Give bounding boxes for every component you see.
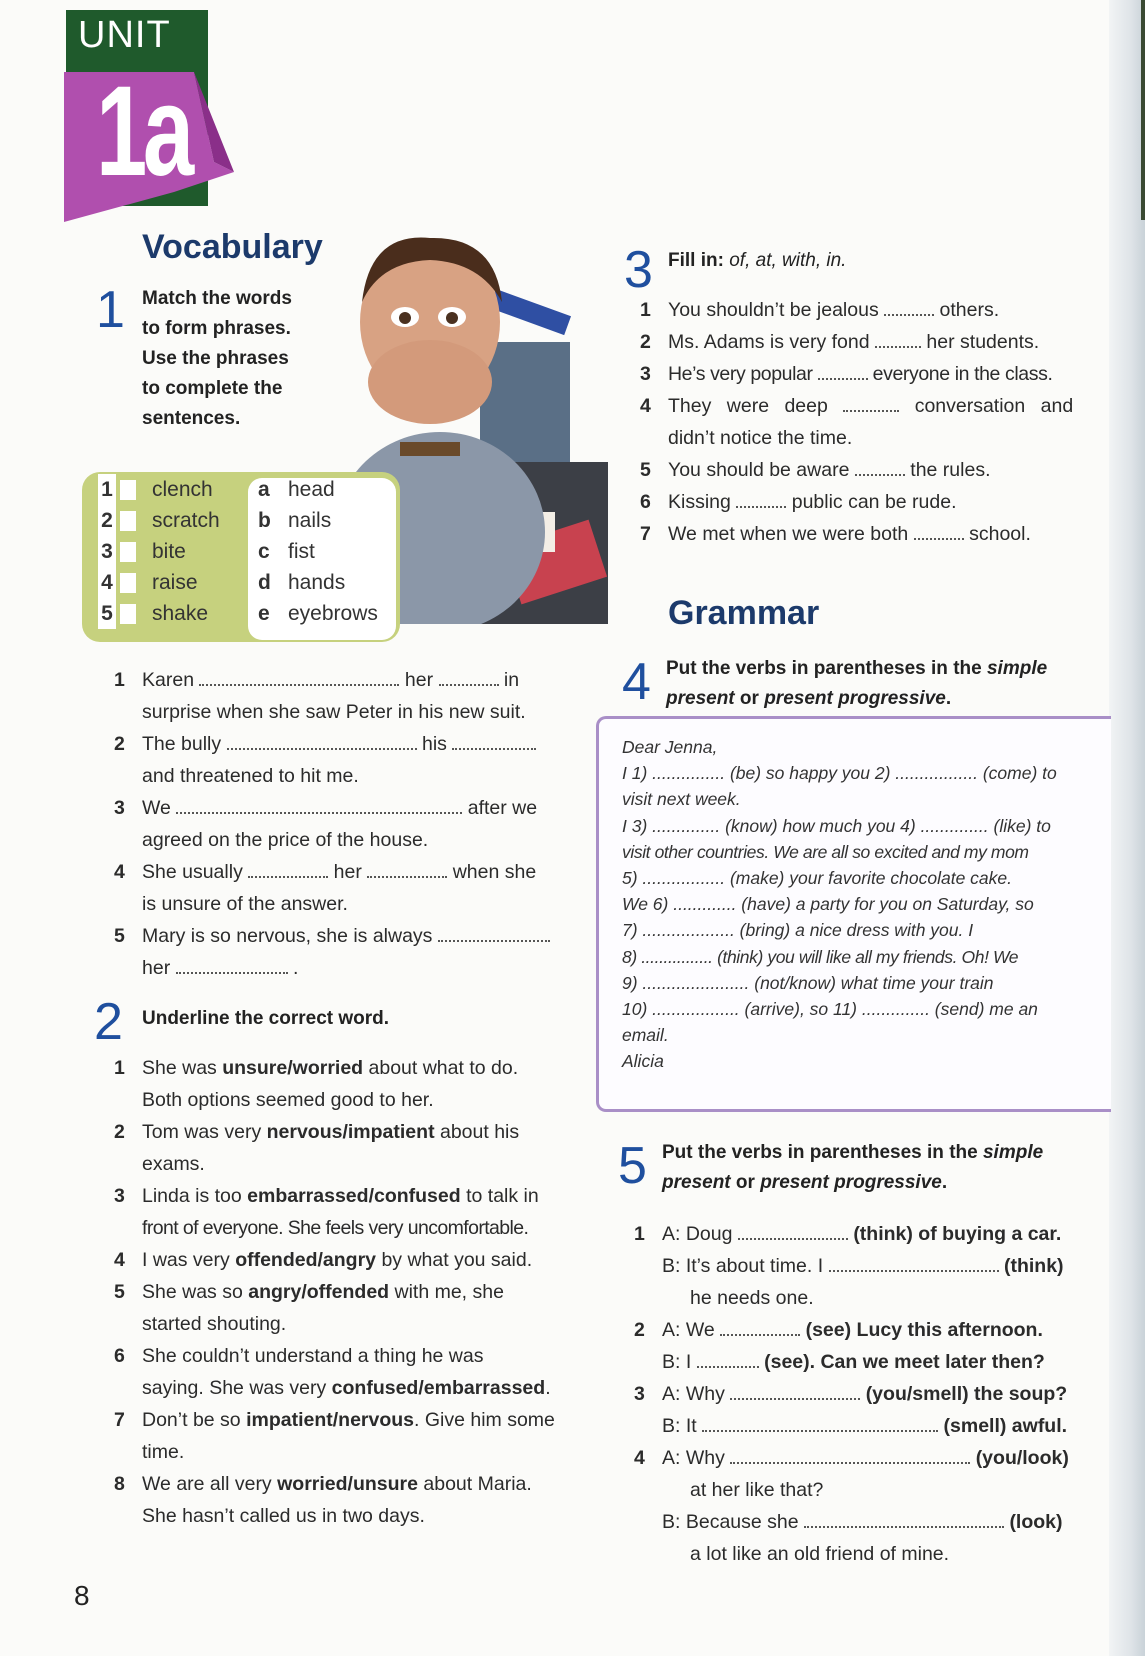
- answer-blank[interactable]: [738, 1222, 848, 1240]
- list-item: 2 Tom was very nervous/impatient about his: [114, 1121, 520, 1143]
- letter-line: 9) ...................... (not/know) what time your train: [622, 972, 994, 993]
- answer-blank[interactable]: [804, 1510, 1004, 1528]
- list-item: 5 You should be aware the rules.: [640, 459, 991, 481]
- list-item: 2 The bully his: [114, 728, 574, 760]
- letter-line: visit other countries. We are all so excited and my mom: [622, 841, 1029, 862]
- exercise-5-instructions: Put the verbs in parentheses in the simple present or present progressive.: [662, 1142, 1044, 1193]
- list-item-cont: didn’t notice the time.: [668, 427, 853, 449]
- answer-blank[interactable]: [367, 860, 447, 878]
- exercise-2-number: 2: [94, 993, 123, 1051]
- answer-blank[interactable]: [439, 668, 499, 686]
- answer-blank[interactable]: [829, 1254, 999, 1272]
- answer-blank[interactable]: [438, 924, 550, 942]
- page-edge-strip: [1141, 0, 1145, 220]
- list-item: 2 A: We (see) Lucy this afternoon.: [634, 1319, 1043, 1341]
- list-item: 1 She was unsure/worried about what to do.: [114, 1057, 519, 1079]
- list-item: 4 She usually her when she: [114, 861, 537, 883]
- grammar-title: Grammar: [668, 594, 820, 632]
- answer-box[interactable]: [120, 573, 136, 593]
- exercise-3-instructions: Fill in: of, at, with, in.: [668, 250, 847, 271]
- list-item: 8 We are all very worried/unsure about Maria.: [114, 1473, 532, 1495]
- letter-line: I 1) ............... (be) so happy you 2) ................. (come) to: [622, 763, 1057, 784]
- letter-text: [622, 734, 1092, 1075]
- list-item-cont: agreed on the price of the house.: [142, 829, 429, 851]
- list-item: 1 Karen her in: [114, 669, 520, 691]
- answer-blank[interactable]: [697, 1350, 759, 1368]
- list-item-cont: B: It’s about time. I (think): [662, 1255, 1064, 1277]
- match-right-item: b nails: [258, 509, 332, 532]
- match-right-item: c fist: [258, 540, 315, 563]
- exercise-4-instructions: Put the verbs in parentheses in the simple present or present progressive.: [666, 658, 1048, 709]
- list-item-cont: time.: [142, 1441, 185, 1463]
- page-number: 8: [74, 1580, 90, 1611]
- list-item: 1 You shouldn’t be jealous others.: [640, 299, 1000, 321]
- answer-blank[interactable]: [176, 956, 288, 974]
- answer-blank[interactable]: [248, 860, 328, 878]
- list-item: 6 Kissing public can be rude.: [640, 491, 957, 513]
- answer-blank[interactable]: [884, 298, 934, 316]
- list-item-cont: a lot like an old friend of mine.: [690, 1543, 950, 1565]
- page-edge: [1109, 0, 1145, 1656]
- list-item: 4 A: Why (you/look): [634, 1447, 1069, 1469]
- letter-line: We 6) ............. (have) a party for you on Saturday, so: [622, 894, 1034, 915]
- answer-blank[interactable]: [875, 330, 921, 348]
- list-item-cont: her .: [142, 957, 299, 979]
- answer-blank[interactable]: [227, 732, 417, 750]
- answer-blank[interactable]: [702, 1414, 938, 1432]
- match-left-column: [98, 474, 220, 629]
- list-item: 3 Linda is too embarrassed/confused to talk in: [114, 1185, 539, 1207]
- list-item: 3 We after we: [114, 797, 538, 819]
- match-right-column: [258, 474, 378, 629]
- exercise-3-sentences: [640, 294, 1100, 550]
- unit-label: UNIT: [78, 14, 171, 56]
- answer-blank[interactable]: [730, 1446, 970, 1464]
- list-item-cont: surprise when she saw Peter in his new suit.: [142, 701, 526, 723]
- exercise-4-number: 4: [622, 653, 651, 711]
- letter-line: visit next week.: [622, 789, 741, 810]
- list-item: 2 Ms. Adams is very fond her students.: [640, 331, 1040, 353]
- answer-blank[interactable]: [736, 490, 786, 508]
- answer-blank[interactable]: [914, 522, 964, 540]
- list-item: 7 Don’t be so impatient/nervous. Give him some: [114, 1409, 555, 1431]
- unit-number: 1a: [96, 60, 190, 203]
- list-item: 7 We met when we were both school.: [640, 523, 1031, 545]
- list-item: 6 She couldn’t understand a thing he was: [114, 1345, 484, 1367]
- match-left-item: 2 scratch: [98, 505, 220, 536]
- exercise-1-number: 1: [96, 281, 125, 339]
- answer-blank[interactable]: [730, 1382, 860, 1400]
- list-item: 4 I was very offended/angry by what you said.: [114, 1249, 533, 1271]
- exercise-3-number: 3: [624, 241, 653, 299]
- list-item: 4 They were deep conversation and: [640, 395, 1074, 417]
- answer-box[interactable]: [120, 480, 136, 500]
- answer-box[interactable]: [120, 542, 136, 562]
- letter-line: email.: [622, 1025, 669, 1046]
- vocabulary-title: Vocabulary: [142, 228, 323, 266]
- list-item: 1 A: Doug (think) of buying a car.: [634, 1223, 1062, 1245]
- answer-blank[interactable]: [452, 732, 536, 750]
- letter-line: 8) ................ (think) you will like all my friends. Oh! We: [622, 946, 1019, 967]
- letter-line: 7) ................... (bring) a nice dress with you. I: [622, 920, 974, 941]
- list-item-cont: B: It (smell) awful.: [662, 1415, 1068, 1437]
- answer-box[interactable]: [120, 604, 136, 624]
- answer-blank[interactable]: [855, 458, 905, 476]
- answer-blank[interactable]: [199, 668, 399, 686]
- exercise-2-instructions: Underline the correct word.: [142, 1008, 390, 1029]
- match-right-item: e eyebrows: [258, 602, 378, 625]
- list-item-cont: front of everyone. She feels very uncomfortable.: [142, 1217, 529, 1239]
- letter-line: 5) ................. (make) your favorite chocolate cake.: [622, 868, 1013, 889]
- list-item-cont: She hasn’t called us in two days.: [142, 1505, 425, 1527]
- list-item-cont: B: Because she (look): [662, 1511, 1063, 1533]
- list-item-cont: he needs one.: [690, 1287, 814, 1309]
- exercise-1-sentences: [114, 664, 574, 984]
- list-item: 5 She was so angry/offended with me, she: [114, 1281, 504, 1303]
- list-item-cont: started shouting.: [142, 1313, 287, 1335]
- match-left-item: 3 bite: [98, 536, 220, 567]
- list-item-cont: exams.: [142, 1153, 205, 1175]
- answer-blank[interactable]: [720, 1318, 800, 1336]
- list-item-cont: at her like that?: [690, 1479, 824, 1501]
- list-item-cont: saying. She was very confused/embarrassed.: [142, 1377, 551, 1399]
- exercise-1-instructions: Match the words to form phrases. Use the phrases to complete the sentences.: [142, 288, 292, 429]
- list-item-cont: is unsure of the answer.: [142, 893, 348, 915]
- match-left-item: 1 clench: [98, 474, 220, 505]
- answer-blank[interactable]: [843, 394, 899, 412]
- letter-line: 10) .................. (arrive), so 11) .............. (send) me an: [622, 999, 1038, 1020]
- letter-line: Dear Jenna,: [622, 737, 718, 757]
- match-left-item: 5 shake: [98, 598, 220, 629]
- exercise-2-sentences: [114, 1052, 584, 1532]
- exercise-5-dialogues: [634, 1218, 1104, 1570]
- list-item-cont: Both options seemed good to her.: [142, 1089, 434, 1111]
- match-left-item: 4 raise: [98, 567, 220, 598]
- exercise-5-number: 5: [618, 1137, 647, 1195]
- list-item: 3 He’s very popular everyone in the class.: [640, 363, 1053, 385]
- list-item-cont: B: I (see). Can we meet later then?: [662, 1351, 1045, 1373]
- letter-line: I 3) .............. (know) how much you 4) .............. (like) to: [622, 815, 1051, 836]
- list-item: 3 A: Why (you/smell) the soup?: [634, 1383, 1068, 1405]
- answer-box[interactable]: [120, 511, 136, 531]
- match-right-item: a head: [258, 478, 335, 501]
- answer-blank[interactable]: [176, 796, 462, 814]
- list-item-cont: and threatened to hit me.: [142, 765, 359, 787]
- list-item: 5 Mary is so nervous, she is always: [114, 920, 574, 952]
- letter-signature: Alicia: [622, 1051, 664, 1072]
- answer-blank[interactable]: [818, 362, 868, 380]
- match-right-item: d hands: [258, 571, 346, 594]
